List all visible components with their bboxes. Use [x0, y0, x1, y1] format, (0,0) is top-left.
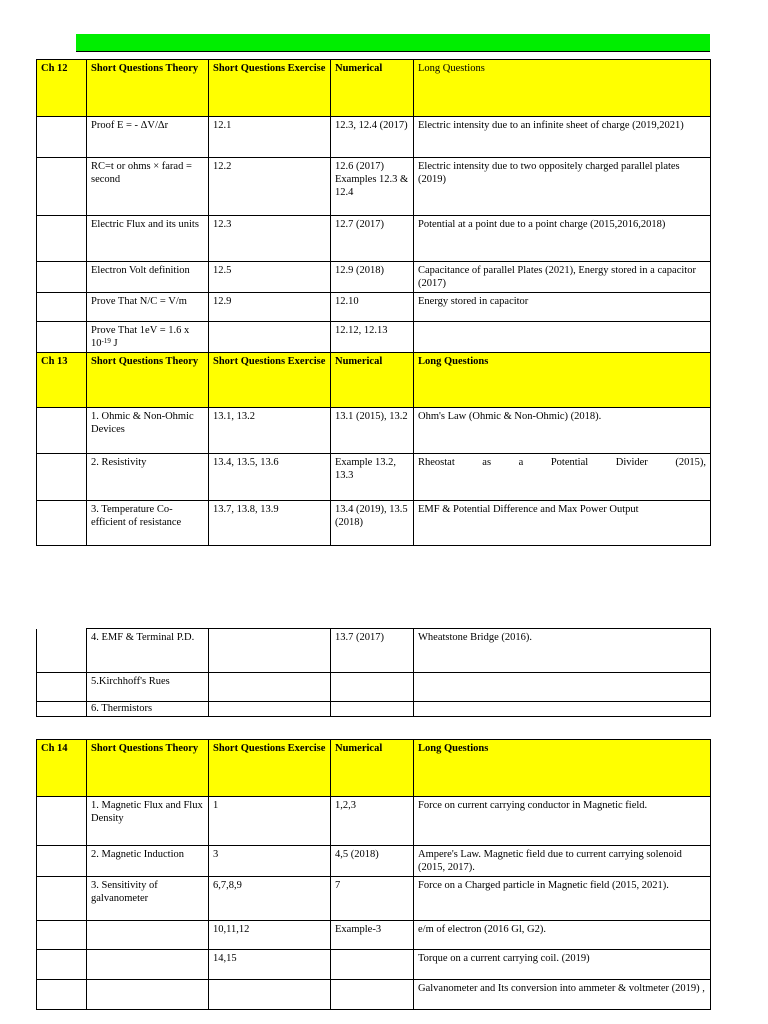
- numerical-cell: Example 13.2, 13.3: [331, 454, 414, 501]
- exercise-cell: [209, 702, 331, 717]
- table-row: [37, 158, 711, 216]
- exercise-cell: 13.7, 13.8, 13.9: [209, 501, 331, 546]
- exercise-cell: 6,7,8,9: [209, 877, 331, 921]
- exercise-cell: [209, 673, 331, 702]
- numerical-cell: [331, 702, 414, 717]
- theory-text: Prove That 1eV = 1.6 x 10: [91, 325, 190, 349]
- theory-cell: 3. Sensitivity of galvanometer: [87, 877, 209, 921]
- long-cell: Capacitance of parallel Plates (2021), Energy stored in a capacitor (2017): [414, 262, 711, 293]
- numerical-cell: 13.1 (2015), 13.2: [331, 408, 414, 454]
- col-short-theory: Short Questions Theory: [87, 353, 209, 408]
- col-long: Long Questions: [414, 60, 711, 117]
- blank-cell: [37, 293, 87, 322]
- col-numerical: Numerical: [331, 740, 414, 797]
- long-cell: Potential at a point due to a point charge (2015,2016,2018): [414, 216, 711, 262]
- blank-cell: [37, 322, 87, 353]
- table-row: [37, 980, 711, 1010]
- long-cell: Ohm's Law (Ohmic & Non-Ohmic) (2018).: [414, 408, 711, 454]
- table-row: [37, 293, 711, 322]
- theory-cell: 1. Ohmic & Non-Ohmic Devices: [87, 408, 209, 454]
- col-long: Long Questions: [414, 740, 711, 797]
- table-row: [37, 797, 711, 846]
- ch14-header-row: [37, 740, 711, 797]
- numerical-cell: [331, 950, 414, 980]
- table-row: [37, 950, 711, 980]
- long-cell: Force on a Charged particle in Magnetic field (2015, 2021).: [414, 877, 711, 921]
- blank-cell: [37, 408, 87, 454]
- long-cell: Energy stored in capacitor: [414, 293, 711, 322]
- long-cell: Force on current carrying conductor in Magnetic field.: [414, 797, 711, 846]
- numerical-cell: Example-3: [331, 921, 414, 950]
- col-long: Long Questions: [414, 353, 711, 408]
- header-rule: [76, 51, 710, 52]
- ch13-label: Ch 13: [37, 353, 87, 408]
- numerical-cell: 7: [331, 877, 414, 921]
- table-row: [37, 408, 711, 454]
- col-exercise: Short Questions Exercise: [209, 353, 331, 408]
- numerical-cell: [331, 980, 414, 1010]
- theory-cell: 5.Kirchhoff's Rues: [87, 673, 209, 702]
- exercise-cell: [209, 629, 331, 673]
- blank-cell: [37, 702, 87, 717]
- blank-cell: [37, 629, 87, 673]
- numerical-cell: 12.7 (2017): [331, 216, 414, 262]
- theory-cell: [87, 322, 209, 353]
- numerical-cell: 12.10: [331, 293, 414, 322]
- table-row: [37, 629, 711, 673]
- blank-cell: [37, 216, 87, 262]
- theory-cell: [87, 950, 209, 980]
- exponent: -19: [101, 337, 111, 345]
- col-exercise: Short Questions Exercise: [209, 740, 331, 797]
- ch12-label: Ch 12: [37, 60, 87, 117]
- table-row: [37, 921, 711, 950]
- table-row: [37, 262, 711, 293]
- table-row: [37, 702, 711, 717]
- blank-cell: [37, 454, 87, 501]
- ch14-label: Ch 14: [37, 740, 87, 797]
- ch12-header-row: [37, 60, 711, 117]
- numerical-cell: 13.4 (2019), 13.5 (2018): [331, 501, 414, 546]
- theory-cell: 4. EMF & Terminal P.D.: [87, 629, 209, 673]
- blank-cell: [37, 877, 87, 921]
- numerical-cell: 13.7 (2017): [331, 629, 414, 673]
- theory-cell: 6. Thermistors: [87, 702, 209, 717]
- table-row: [37, 501, 711, 546]
- exercise-cell: 10,11,12: [209, 921, 331, 950]
- long-cell: Rheostat as a Potential Divider (2015),: [414, 454, 711, 501]
- table-row: [37, 117, 711, 158]
- numerical-cell: 12.12, 12.13: [331, 322, 414, 353]
- col-numerical: Numerical: [331, 60, 414, 117]
- chapter-13-continued-table: [36, 628, 711, 717]
- table-row: [37, 877, 711, 921]
- col-short-theory: Short Questions Theory: [87, 740, 209, 797]
- theory-cell: 1. Magnetic Flux and Flux Density: [87, 797, 209, 846]
- long-cell: [414, 322, 711, 353]
- blank-cell: [37, 673, 87, 702]
- chapter-14-table: [36, 739, 711, 1010]
- theory-cell: Electron Volt definition: [87, 262, 209, 293]
- table-row: [37, 846, 711, 877]
- theory-cell: RC=t or ohms × farad = second: [87, 158, 209, 216]
- blank-cell: [37, 501, 87, 546]
- numerical-cell: 12.3, 12.4 (2017): [331, 117, 414, 158]
- blank-cell: [37, 117, 87, 158]
- theory-cell: [87, 921, 209, 950]
- unit-text: J: [110, 338, 118, 349]
- ch13-header-row: [37, 353, 711, 408]
- exercise-cell: 3: [209, 846, 331, 877]
- long-cell: Wheatstone Bridge (2016).: [414, 629, 711, 673]
- blank-cell: [37, 921, 87, 950]
- numerical-cell: [331, 673, 414, 702]
- long-cell: Torque on a current carrying coil. (2019): [414, 950, 711, 980]
- table-row: [37, 673, 711, 702]
- blank-cell: [37, 262, 87, 293]
- exercise-cell: 12.3: [209, 216, 331, 262]
- table-row: [37, 322, 711, 353]
- exercise-cell: [209, 980, 331, 1010]
- exercise-cell: 13.4, 13.5, 13.6: [209, 454, 331, 501]
- exercise-cell: 12.2: [209, 158, 331, 216]
- exercise-cell: [209, 322, 331, 353]
- col-numerical: Numerical: [331, 353, 414, 408]
- col-short-theory: Short Questions Theory: [87, 60, 209, 117]
- exercise-cell: 12.5: [209, 262, 331, 293]
- numerical-cell: 12.9 (2018): [331, 262, 414, 293]
- blank-cell: [37, 950, 87, 980]
- long-cell: e/m of electron (2016 Gl, G2).: [414, 921, 711, 950]
- exercise-cell: 12.1: [209, 117, 331, 158]
- long-cell: Electric intensity due to two oppositely charged parallel plates (2019): [414, 158, 711, 216]
- exercise-cell: 12.9: [209, 293, 331, 322]
- blank-cell: [37, 797, 87, 846]
- blank-cell: [37, 158, 87, 216]
- theory-cell: 2. Magnetic Induction: [87, 846, 209, 877]
- blank-cell: [37, 846, 87, 877]
- theory-cell: Prove That N/C = V/m: [87, 293, 209, 322]
- numerical-cell: 4,5 (2018): [331, 846, 414, 877]
- long-cell: Galvanometer and Its conversion into ammeter & voltmeter (2019) ,: [414, 980, 711, 1010]
- col-exercise: Short Questions Exercise: [209, 60, 331, 117]
- chapter-12-13-table: [36, 59, 711, 546]
- blank-cell: [37, 980, 87, 1010]
- theory-cell: 2. Resistivity: [87, 454, 209, 501]
- theory-cell: 3. Temperature Co-efficient of resistance: [87, 501, 209, 546]
- table-row: [37, 216, 711, 262]
- numerical-cell: 1,2,3: [331, 797, 414, 846]
- header-green-bar: [76, 34, 710, 51]
- long-cell: EMF & Potential Difference and Max Power Output: [414, 501, 711, 546]
- long-cell: Ampere's Law. Magnetic field due to current carrying solenoid (2015, 2017).: [414, 846, 711, 877]
- long-cell: [414, 702, 711, 717]
- theory-cell: Electric Flux and its units: [87, 216, 209, 262]
- numerical-cell: 12.6 (2017) Examples 12.3 & 12.4: [331, 158, 414, 216]
- long-cell: [414, 673, 711, 702]
- exercise-cell: 14,15: [209, 950, 331, 980]
- theory-cell: [87, 980, 209, 1010]
- theory-cell: Proof E = - ΔV/Δr: [87, 117, 209, 158]
- long-cell: Electric intensity due to an infinite sheet of charge (2019,2021): [414, 117, 711, 158]
- exercise-cell: 13.1, 13.2: [209, 408, 331, 454]
- exercise-cell: 1: [209, 797, 331, 846]
- table-row: [37, 454, 711, 501]
